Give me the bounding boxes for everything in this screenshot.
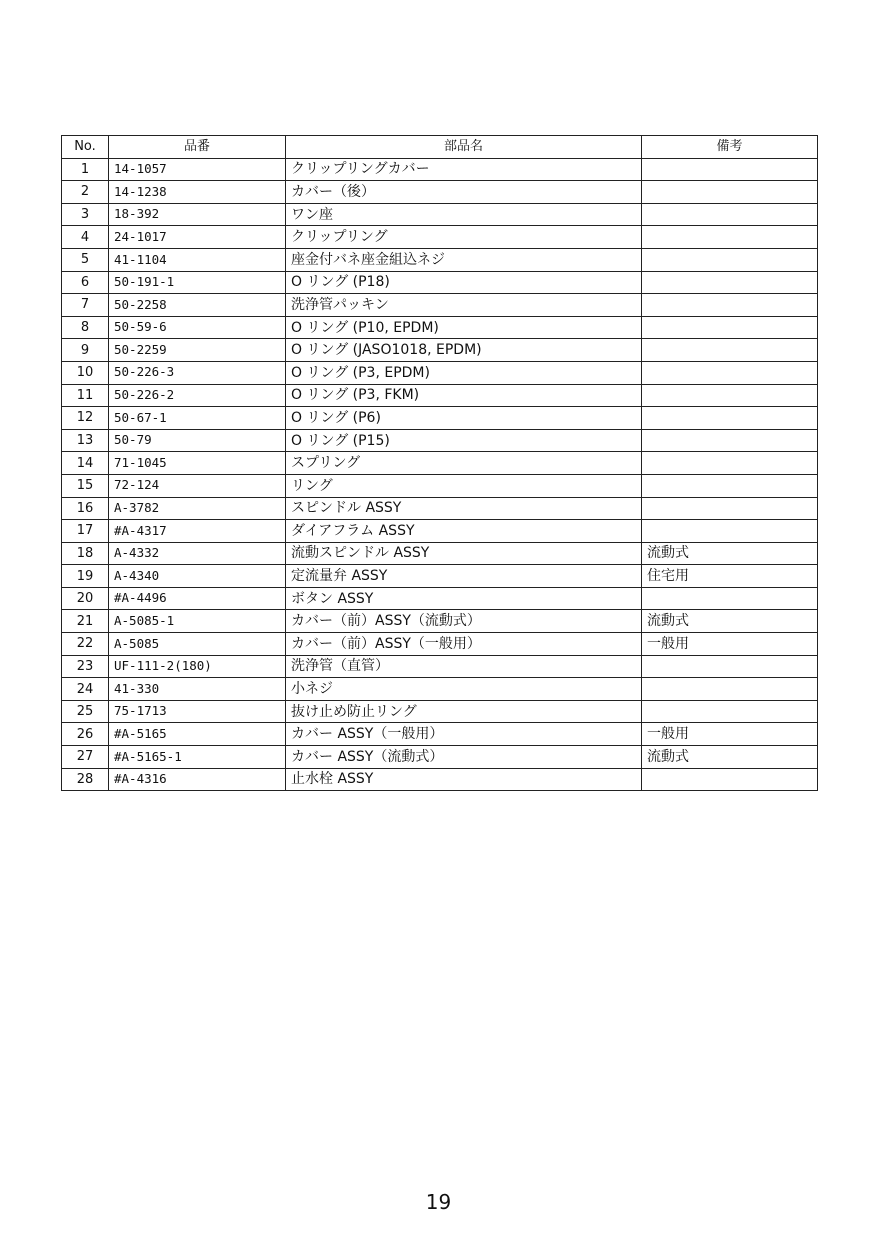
cell-remarks: [642, 407, 818, 430]
cell-part-number: A-4340: [109, 565, 286, 588]
cell-part-number: 50-191-1: [109, 271, 286, 294]
cell-part-name: クリップリング: [286, 226, 642, 249]
table-row: [62, 565, 818, 588]
cell-remarks: [642, 158, 818, 181]
table-row: [62, 723, 818, 746]
cell-remarks: 流動式: [642, 746, 818, 769]
cell-part-number: 50-226-2: [109, 384, 286, 407]
cell-part-number: 50-67-1: [109, 407, 286, 430]
cell-part-number: 14-1238: [109, 181, 286, 204]
table-row: [62, 407, 818, 430]
table-row: [62, 700, 818, 723]
cell-part-name: O リング (P18): [286, 271, 642, 294]
cell-part-name: カバー ASSY（流動式）: [286, 746, 642, 769]
cell-part-number: #A-4317: [109, 520, 286, 543]
cell-part-name: クリップリングカバー: [286, 158, 642, 181]
table-row: [62, 294, 818, 317]
cell-no: 14: [62, 452, 109, 475]
cell-remarks: [642, 474, 818, 497]
cell-part-name: O リング (P3, FKM): [286, 384, 642, 407]
cell-no: 19: [62, 565, 109, 588]
cell-part-name: 流動スピンドル ASSY: [286, 542, 642, 565]
cell-part-name: 洗浄管パッキン: [286, 294, 642, 317]
cell-remarks: [642, 384, 818, 407]
cell-remarks: [642, 316, 818, 339]
table-row: [62, 497, 818, 520]
cell-no: 20: [62, 587, 109, 610]
header-part-number: 品番: [109, 136, 286, 159]
cell-remarks: [642, 248, 818, 271]
table-row: [62, 746, 818, 769]
cell-no: 6: [62, 271, 109, 294]
table-row: [62, 678, 818, 701]
cell-remarks: [642, 678, 818, 701]
table-row: [62, 339, 818, 362]
cell-part-name: リング: [286, 474, 642, 497]
cell-part-name: 小ネジ: [286, 678, 642, 701]
cell-part-name: 定流量弁 ASSY: [286, 565, 642, 588]
table-row: [62, 633, 818, 656]
cell-remarks: [642, 294, 818, 317]
cell-no: 10: [62, 361, 109, 384]
table-row: [62, 587, 818, 610]
cell-part-number: A-5085: [109, 633, 286, 656]
table-row: [62, 768, 818, 791]
cell-no: 22: [62, 633, 109, 656]
cell-remarks: 一般用: [642, 633, 818, 656]
cell-remarks: [642, 339, 818, 362]
cell-remarks: [642, 768, 818, 791]
cell-part-name: O リング (P3, EPDM): [286, 361, 642, 384]
cell-part-name: カバー（前）ASSY（流動式）: [286, 610, 642, 633]
table-row: [62, 655, 818, 678]
cell-no: 9: [62, 339, 109, 362]
cell-part-name: 止水栓 ASSY: [286, 768, 642, 791]
parts-table: [61, 135, 818, 791]
cell-no: 5: [62, 248, 109, 271]
cell-remarks: 一般用: [642, 723, 818, 746]
table-row: [62, 316, 818, 339]
table-row: [62, 474, 818, 497]
cell-no: 8: [62, 316, 109, 339]
cell-no: 13: [62, 429, 109, 452]
cell-part-number: 50-226-3: [109, 361, 286, 384]
cell-part-name: O リング (P10, EPDM): [286, 316, 642, 339]
cell-part-number: #A-4496: [109, 587, 286, 610]
cell-no: 26: [62, 723, 109, 746]
table-body: [62, 158, 818, 791]
cell-remarks: [642, 700, 818, 723]
cell-part-number: 24-1017: [109, 226, 286, 249]
cell-no: 23: [62, 655, 109, 678]
cell-part-name: スピンドル ASSY: [286, 497, 642, 520]
cell-remarks: 住宅用: [642, 565, 818, 588]
cell-part-name: O リング (P15): [286, 429, 642, 452]
header-remarks: 備考: [642, 136, 818, 159]
cell-no: 17: [62, 520, 109, 543]
cell-part-number: #A-5165: [109, 723, 286, 746]
page-number: 19: [425, 1190, 452, 1214]
cell-no: 15: [62, 474, 109, 497]
header-no: No.: [62, 136, 109, 159]
cell-part-number: A-3782: [109, 497, 286, 520]
cell-no: 4: [62, 226, 109, 249]
cell-part-number: 75-1713: [109, 700, 286, 723]
table-row: [62, 610, 818, 633]
cell-remarks: [642, 587, 818, 610]
cell-remarks: 流動式: [642, 542, 818, 565]
table-row: [62, 384, 818, 407]
table-row: [62, 542, 818, 565]
cell-part-number: 50-2259: [109, 339, 286, 362]
cell-part-name: ダイアフラム ASSY: [286, 520, 642, 543]
cell-part-number: A-4332: [109, 542, 286, 565]
cell-no: 27: [62, 746, 109, 769]
cell-part-number: 72-124: [109, 474, 286, 497]
cell-part-number: 14-1057: [109, 158, 286, 181]
cell-no: 18: [62, 542, 109, 565]
header-part-name: 部品名: [286, 136, 642, 159]
cell-part-number: UF-111-2(180): [109, 655, 286, 678]
cell-part-name: 座金付バネ座金組込ネジ: [286, 248, 642, 271]
table-row: [62, 203, 818, 226]
cell-part-number: 18-392: [109, 203, 286, 226]
cell-remarks: 流動式: [642, 610, 818, 633]
cell-remarks: [642, 203, 818, 226]
cell-part-name: スプリング: [286, 452, 642, 475]
cell-remarks: [642, 497, 818, 520]
cell-no: 7: [62, 294, 109, 317]
cell-part-name: ワン座: [286, 203, 642, 226]
cell-remarks: [642, 271, 818, 294]
cell-part-number: 41-330: [109, 678, 286, 701]
cell-no: 28: [62, 768, 109, 791]
table-row: [62, 520, 818, 543]
table-row: [62, 158, 818, 181]
cell-remarks: [642, 361, 818, 384]
table-row: [62, 248, 818, 271]
cell-no: 12: [62, 407, 109, 430]
cell-part-name: ボタン ASSY: [286, 587, 642, 610]
cell-part-name: O リング (P6): [286, 407, 642, 430]
cell-no: 25: [62, 700, 109, 723]
cell-part-name: 洗浄管（直管）: [286, 655, 642, 678]
cell-part-number: 71-1045: [109, 452, 286, 475]
cell-no: 21: [62, 610, 109, 633]
cell-part-number: 50-2258: [109, 294, 286, 317]
cell-part-name: カバー（後）: [286, 181, 642, 204]
table-row: [62, 361, 818, 384]
cell-remarks: [642, 655, 818, 678]
cell-part-name: 抜け止め防止リング: [286, 700, 642, 723]
table-row: [62, 226, 818, 249]
cell-no: 2: [62, 181, 109, 204]
cell-remarks: [642, 429, 818, 452]
cell-part-number: #A-4316: [109, 768, 286, 791]
table-row: [62, 271, 818, 294]
table-header-row: [62, 136, 818, 159]
cell-no: 24: [62, 678, 109, 701]
cell-part-name: カバー ASSY（一般用）: [286, 723, 642, 746]
table-row: [62, 429, 818, 452]
cell-no: 3: [62, 203, 109, 226]
cell-part-number: A-5085-1: [109, 610, 286, 633]
cell-part-number: 50-79: [109, 429, 286, 452]
cell-no: 1: [62, 158, 109, 181]
cell-part-name: カバー（前）ASSY（一般用）: [286, 633, 642, 656]
table-row: [62, 181, 818, 204]
cell-no: 11: [62, 384, 109, 407]
cell-no: 16: [62, 497, 109, 520]
cell-part-number: 41-1104: [109, 248, 286, 271]
cell-part-number: #A-5165-1: [109, 746, 286, 769]
cell-part-name: O リング (JASO1018, EPDM): [286, 339, 642, 362]
cell-remarks: [642, 181, 818, 204]
table-row: [62, 452, 818, 475]
cell-remarks: [642, 226, 818, 249]
cell-remarks: [642, 520, 818, 543]
cell-part-number: 50-59-6: [109, 316, 286, 339]
cell-remarks: [642, 452, 818, 475]
